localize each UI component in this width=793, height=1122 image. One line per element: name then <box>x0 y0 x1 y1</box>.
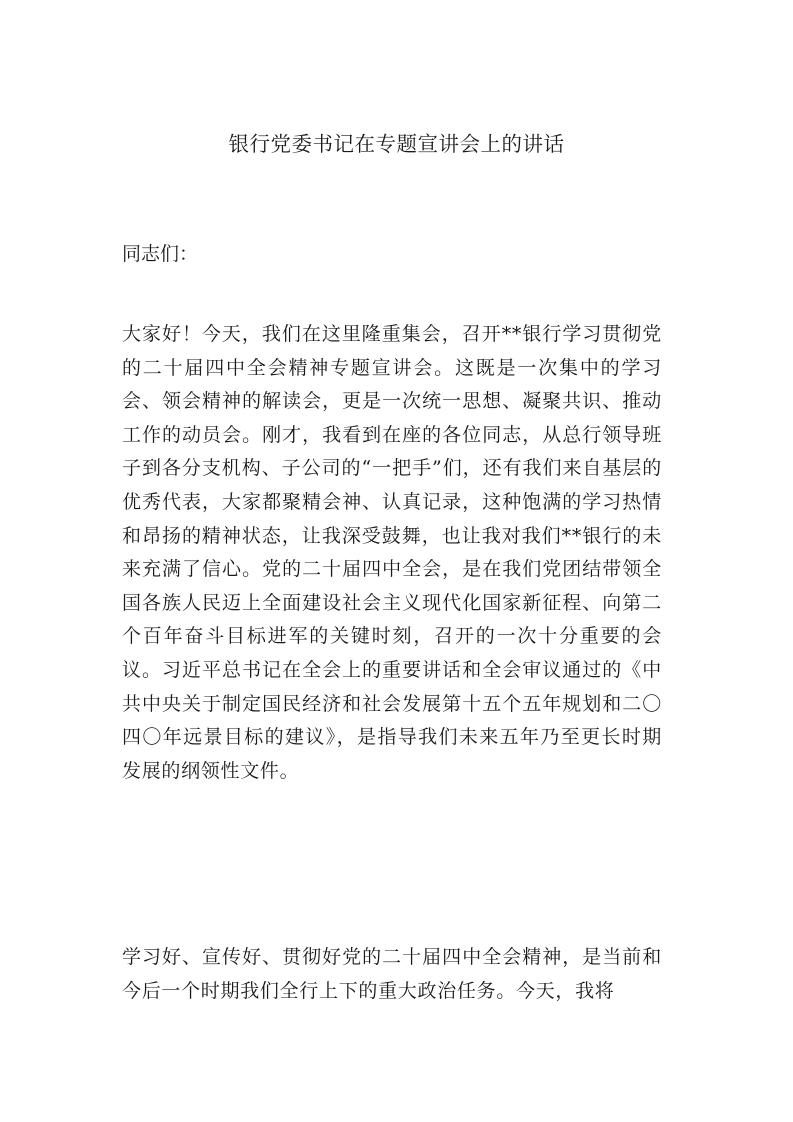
salutation: 同志们： <box>122 243 199 265</box>
paragraph-2: 学习好、宣传好、贯彻好党的二十届四中全会精神，是当前和今后一个时期我们全行上下的重大政治任务。今天，我将 <box>122 946 662 1002</box>
paragraph-1: 大家好！今天，我们在这里隆重集会，召开**银行学习贯彻党的二十届四中全会精神专题宣讲会。这既是一次集中的学习会、领会精神的解读会，更是一次统一思想、凝聚共识、推动工作的动员会。刚才，我看到在座的各位同志，从总行领导班子到各分支机构、子公司的“一把手”们，还有我们来自基层的优秀代表，大家都聚精会神、认真记录，这种饱满的学习热情和昂扬的精神状态，让我深受鼓舞，也让我对我们**银行的未来充满了信心。党的二十届四中全会，是在我们党团结带领全国各族人民迈上全面建设社会主义现代化国家新征程、向第二个百年奋斗目标进军的关键时刻，召开的一次十分重要的会议。习近平总书记在全会上的重要讲话和全会审议通过的《中共中央关于制定国民经济和社会发展第十五个五年规划和二〇四〇年远景目标的建议》，是指导我们未来五年乃至更长时期发展的纲领性文件。 <box>122 323 662 782</box>
document-title: 银行党委书记在专题宣讲会上的讲话 <box>228 132 565 156</box>
